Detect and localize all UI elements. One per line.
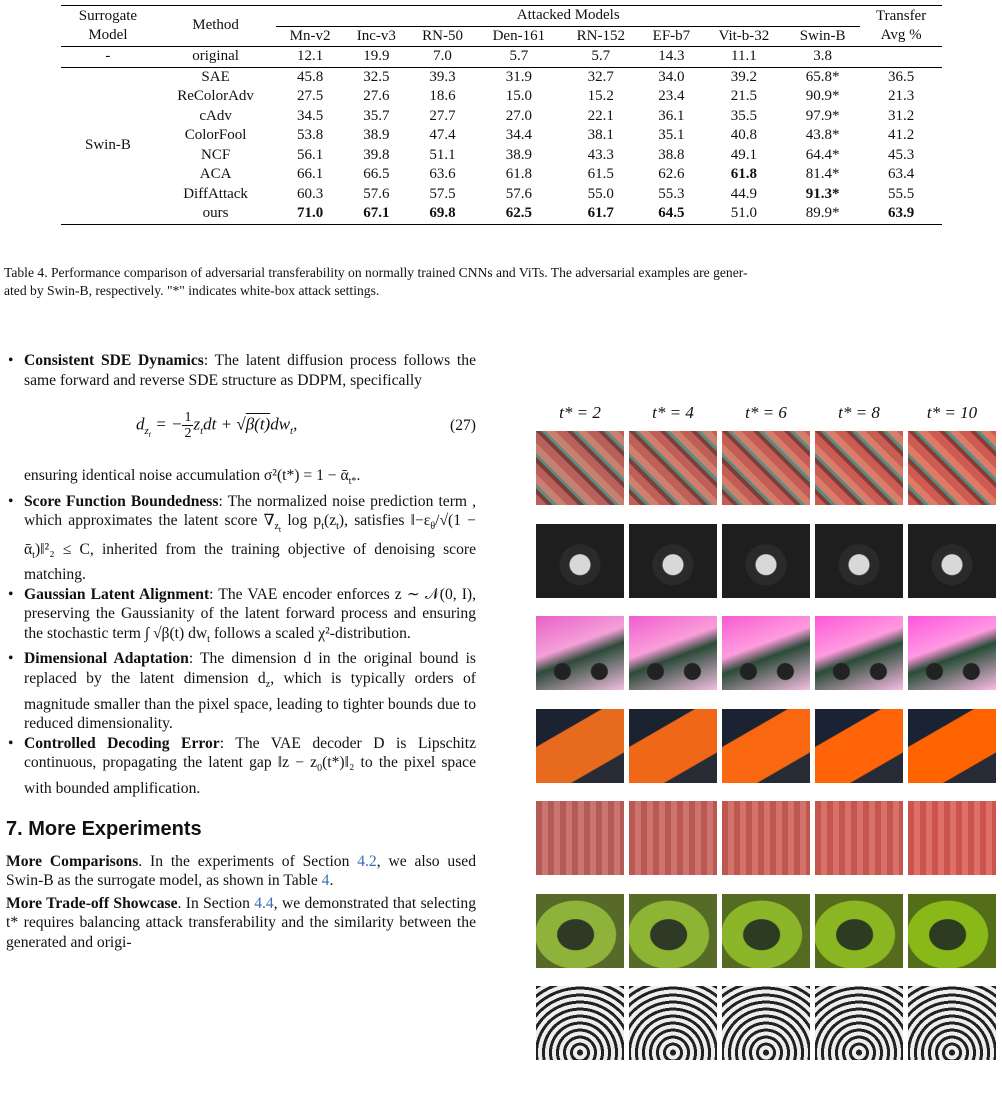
table-row <box>61 126 942 146</box>
value-cell: 36.1 <box>658 107 685 124</box>
value-cell: 61.8 <box>505 166 532 182</box>
column-header-2: RN-50 <box>422 27 463 44</box>
figure-image-orange <box>629 709 717 783</box>
surrogate-cell: Swin-B <box>61 67 155 224</box>
header-surrogate: Surrogate Model <box>78 7 138 43</box>
table-row-original: - original 12.1 19.9 7.0 5.7 5.7 14.3 11.1 3.8 <box>61 47 942 68</box>
value-cell: 60.3 <box>296 185 324 202</box>
figure-image-maze <box>536 986 624 1060</box>
figure-image-tent <box>908 894 996 968</box>
value-cell: 66.1 <box>296 166 324 182</box>
value-cell: 38.9 <box>505 146 532 163</box>
column-header-3: Den-161 <box>492 27 546 44</box>
avg-cell: 36.5 <box>887 68 915 85</box>
value-cell: 57.6 <box>505 185 532 202</box>
column-header-0: Mn-v2 <box>289 27 331 44</box>
ref-link-4-2[interactable]: 4.2 <box>357 852 377 870</box>
column-header-1: Inc-v3 <box>356 27 396 44</box>
figure-image-tent <box>815 894 903 968</box>
figure-image-car <box>629 616 717 690</box>
value-cell: 45.8 <box>296 68 324 85</box>
value-cell: 56.1 <box>296 146 324 163</box>
table-row <box>61 185 942 205</box>
value-cell: 66.5 <box>363 166 390 182</box>
value-cell: 44.9 <box>730 185 758 202</box>
figure-image-orange <box>722 709 810 783</box>
figure-image-tent <box>629 894 717 968</box>
header-attacked-models: Attacked Models <box>276 6 860 27</box>
value-cell: 22.1 <box>587 107 614 124</box>
results-table-container <box>61 5 942 225</box>
value-cell: 61.8 <box>730 166 758 182</box>
ref-link-4-4[interactable]: 4.4 <box>254 894 274 912</box>
figure-image-tshirt <box>815 524 903 598</box>
value-cell: 27.0 <box>505 107 532 124</box>
results-table <box>61 5 942 225</box>
avg-cell: 41.2 <box>887 127 915 143</box>
left-column-text <box>6 351 476 952</box>
value-cell: 27.6 <box>363 88 390 104</box>
figure-image-meat <box>629 801 717 875</box>
value-cell: 64.5 <box>658 205 685 221</box>
value-cell: 90.9* <box>805 88 840 104</box>
figure-image-maze <box>908 986 996 1060</box>
label-t2: t* = 2 <box>559 403 601 422</box>
figure-image-carpet <box>722 431 810 505</box>
value-cell: 65.8* <box>805 68 840 85</box>
figure-image-carpet <box>908 431 996 505</box>
value-cell: 32.5 <box>363 68 390 85</box>
value-cell: 57.5 <box>429 185 456 202</box>
table-row <box>61 87 942 107</box>
figure-image-meat <box>722 801 810 875</box>
equation-27: $d_{z_t}$ = − $\frac{1}{2}$ $z_tdt + √\beta(t)dw_t$, (27) <box>136 410 476 441</box>
figure-image-orange <box>815 709 903 783</box>
value-cell: 67.1 <box>363 205 390 221</box>
bullet-decoding: • Controlled Decoding Error: The VAE decoder D is Lipschitz continuous, propagating the latent gap ‖z − $z_0(t*)‖_2$ to the pixel space with bounded amplification. <box>6 734 476 799</box>
figure-column-labels <box>536 403 1000 425</box>
value-cell: 51.0 <box>730 205 758 221</box>
value-cell: 55.0 <box>587 185 614 202</box>
value-cell: 35.7 <box>363 107 390 124</box>
value-cell: 81.4* <box>805 166 840 182</box>
figure-image-meat <box>536 801 624 875</box>
value-cell: 38.1 <box>587 127 614 143</box>
method-cell: ACA <box>199 166 232 182</box>
method-cell: SAE <box>201 68 230 85</box>
value-cell: 89.9* <box>805 205 840 221</box>
value-cell: 35.5 <box>730 107 758 124</box>
bullet-dimensional: • Dimensional Adaptation: The dimension d in the original bound is replaced by the latent dimension $d_z$, which is typically orders of magnitude smaller than the pixel space, leading to tighter bounds due to reduced dimensionality. <box>6 649 476 733</box>
label-t10: t* = 10 <box>926 403 978 422</box>
value-cell: 47.4 <box>429 127 456 143</box>
bullet-gaussian: • Gaussian Latent Alignment: The VAE encoder enforces z ∼ 𝒩(0, I), preserving the Gaussianity of the latent forward process and ensuring the stochastic term ∫ √β(t) $dw_t$ follows a scaled χ²-distribution. <box>6 585 476 650</box>
section-heading: 7. More Experiments <box>6 818 202 841</box>
figure-image-tent <box>722 894 810 968</box>
avg-cell: 63.9 <box>887 205 915 221</box>
value-cell: 34.0 <box>658 68 685 85</box>
table-caption: Table 4. Performance comparison of adversarial transferability on normally trained CNNs and ViTs. The adversarial examples are gener- ated by Swin-B, respectively. "*" indicates white-box attack settings. <box>4 265 748 298</box>
figure-image-meat <box>908 801 996 875</box>
figure-image-maze <box>722 986 810 1060</box>
paragraph-tradeoff: More Trade-off Showcase. In Section 4.4, we demonstrated that selecting t* requires balancing attack transferability and the similarity between the generated and origi- <box>6 894 476 951</box>
value-cell: 15.2 <box>587 88 614 104</box>
figure-image-carpet <box>536 431 624 505</box>
figure-image-carpet <box>629 431 717 505</box>
figure-image-tshirt <box>908 524 996 598</box>
after-equation-text: ensuring identical noise accumulation σ²(t*) = 1 − ᾱ$_{t*}$. <box>24 467 361 488</box>
avg-cell: 31.2 <box>887 107 915 124</box>
column-header-7: Swin-B <box>799 27 846 44</box>
label-t4: t* = 4 <box>652 403 694 422</box>
value-cell: 34.5 <box>296 107 324 124</box>
figure-image-maze <box>815 986 903 1060</box>
value-cell: 34.4 <box>505 127 532 143</box>
value-cell: 39.3 <box>429 68 456 85</box>
value-cell: 97.9* <box>805 107 840 124</box>
value-cell: 39.8 <box>363 146 390 163</box>
value-cell: 38.9 <box>363 127 390 143</box>
ref-link-table-4[interactable]: 4 <box>321 872 330 890</box>
value-cell: 57.6 <box>363 185 390 202</box>
value-cell: 21.5 <box>730 88 758 104</box>
avg-cell: 63.4 <box>887 166 915 182</box>
value-cell: 43.3 <box>587 146 614 163</box>
header-method: Method <box>192 17 239 34</box>
method-cell: cAdv <box>199 107 232 124</box>
figure-image-orange <box>908 709 996 783</box>
value-cell: 61.5 <box>587 166 614 182</box>
value-cell: 32.7 <box>587 68 614 85</box>
table-row <box>61 67 942 87</box>
figure-image-maze <box>629 986 717 1060</box>
value-cell: 18.6 <box>429 88 456 104</box>
table-row <box>61 107 942 127</box>
figure-image-orange <box>536 709 624 783</box>
value-cell: 62.6 <box>658 166 685 182</box>
value-cell: 27.5 <box>296 88 324 104</box>
method-cell: ours <box>202 205 229 221</box>
figure-image-meat <box>815 801 903 875</box>
table-row <box>61 146 942 166</box>
column-header-4: RN-152 <box>576 27 625 44</box>
value-cell: 63.6 <box>429 166 456 182</box>
figure-image-car <box>722 616 810 690</box>
table-row <box>61 204 942 224</box>
figure-image-tshirt <box>629 524 717 598</box>
value-cell: 15.0 <box>505 88 532 104</box>
avg-cell: 55.5 <box>887 185 915 202</box>
avg-cell: 45.3 <box>887 146 915 163</box>
figure-image-tshirt <box>722 524 810 598</box>
value-cell: 35.1 <box>658 127 685 143</box>
value-cell: 53.8 <box>296 127 324 143</box>
bullet-sde: • Consistent SDE Dynamics: The latent diffusion process follows the same forward and reverse SDE structure as DDPM, specifically <box>6 351 476 390</box>
figure-image-tent <box>536 894 624 968</box>
value-cell: 27.7 <box>429 107 456 124</box>
value-cell: 31.9 <box>505 68 532 85</box>
avg-cell: 21.3 <box>887 88 915 104</box>
value-cell: 62.5 <box>505 205 532 221</box>
column-header-6: Vit-b-32 <box>718 27 770 44</box>
value-cell: 40.8 <box>730 127 758 143</box>
method-cell: DiffAttack <box>183 185 248 202</box>
figure-image-carpet <box>815 431 903 505</box>
label-t6: t* = 6 <box>745 403 787 422</box>
value-cell: 23.4 <box>658 88 685 104</box>
value-cell: 64.4* <box>805 146 840 163</box>
label-t8: t* = 8 <box>838 403 880 422</box>
value-cell: 38.8 <box>658 146 685 163</box>
method-cell: ColorFool <box>184 127 247 143</box>
table-row <box>61 165 942 185</box>
figure-image-car <box>536 616 624 690</box>
value-cell: 39.2 <box>730 68 758 85</box>
figure-image-car <box>908 616 996 690</box>
value-cell: 91.3* <box>805 185 840 202</box>
value-cell: 55.3 <box>658 185 685 202</box>
figure-image-tshirt <box>536 524 624 598</box>
value-cell: 43.8* <box>805 127 840 143</box>
bullet-score: • Score Function Boundedness: The normalized noise prediction term , which approximates the latent score $\nabla_{z_t}$ $\log p_t(z_t)$, satisfies $‖-\varepsilon_\theta/√(1$ − ᾱ$_t$)‖²₂ ≤ C, inherited from the training objective of denoising score matching. <box>6 492 476 585</box>
paragraph-more-comparisons: More Comparisons. In the experiments of Section 4.2, we also used Swin-B as the surrogate model, as shown in Table 4. <box>6 852 477 890</box>
value-cell: 61.7 <box>587 205 614 221</box>
method-cell: NCF <box>200 146 231 163</box>
method-cell: ReColorAdv <box>177 88 254 104</box>
header-transfer: Transfer Avg % <box>875 7 927 43</box>
value-cell: 69.8 <box>429 205 456 221</box>
figure-image-car <box>815 616 903 690</box>
value-cell: 49.1 <box>730 146 758 163</box>
value-cell: 71.0 <box>296 205 324 221</box>
value-cell: 51.1 <box>429 146 456 163</box>
column-header-5: EF-b7 <box>652 27 691 44</box>
